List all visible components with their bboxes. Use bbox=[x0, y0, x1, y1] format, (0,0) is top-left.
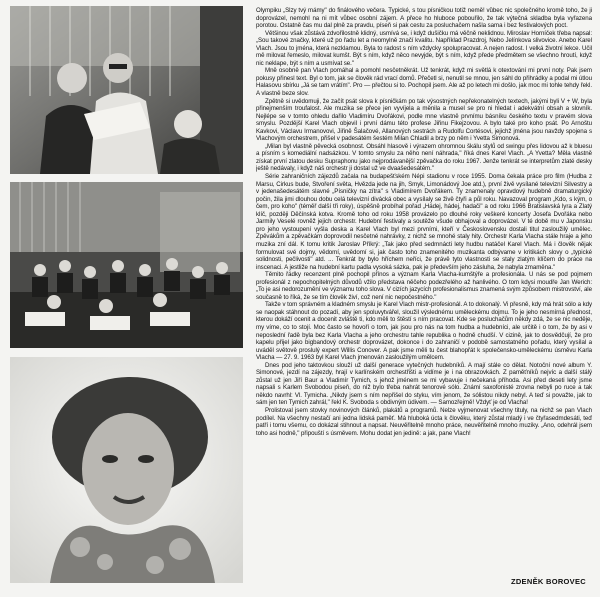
article-paragraph: Takže v tom správném a kladném smyslu je Karel Vlach mistr-profesionál. A to dokonalý. Vi přesně, kdy má hrát sólo a kdy se naopak stáhnout do pozadí, aby jen spoluvytvářel, sloužil výslednému uměleckému dojmu. To je jeho nesmírná přednost, kterou dokáží ocenit a docenit zvláště ti, kdo měli to štěstí s ním pracovat. Kde se posluchačům někdy zdá, že se nic neděje, my víme, co to stojí. Moc často se hovoří o tom, jak jsou pro nás na tom hudba a hudebníci, ale určitě i o tom, že by asi v neposlední řadě byla bez Karla Vlacha a jeho orchestru tahle republika o hodně chudší. V cizině, jak to dosvědčují, že pro kapelu přijel jako bigbandový orchestr doprovázet, dokonce i do zahraničí v podobě samostatného pořadu, který vysílal a uváděl světově proslulý expert Willis Conover. A pak jsme měli tu čest blahopřát k společensko-uměleckému úsměvu Karla Vlacha — 27. 9. 1963 byl Karel Vlach jmenován zasloužilým umělcem. bbox=[256, 301, 592, 362]
article-paragraph: Série zahraničních zájezdů začala na budapešťském Népi stadionu v roce 1955. Doma čekala práce pro film (Hudba z Marsu, Cirkus bude, Stvoření světa, Hvězda jede na jih, Smyk, Limonádový Joe atd.), první živě vysílané televizní Silvestry a v jedenašedesátém slavné „Písničky na zítra" s Vladimírem Dvořákem. Ty znamenaly opravdový hudebně dramaturgický počin, žila jimi dlouhou dobu celá televizní divácká obec a vysílaly se živě čtyři a půl roku. Navazoval program „Kdo, s kým, o čem, pro koho" (téměř další tři roky), úspěšně probíhal pořad „Hádej, hádej, hadači" a od roku 1966 Bratislavská lyra a Zlatý klíč, později Děčínská kotva. Kromě toho od roku 1958 provázelo po dlouhé roky veškeré koncerty Josefa Dvořáka nebo Jarmily Veselé rovněž jejich orchestr. Hudební festivaly a soutěže všude obhajoval a doprovázel. V té době mu v Japonsku pro jeho vystoupení vyšla deska a Karel Vlach byl mezi prvními, kteří v Československu dostali titul zasloužilý umělec. Zpěvákům a zpěvačkám doprovodil nesčetné nahrávky, z nichž se mnohé staly hity. Orchestr Karla Vlacha stále hraje a jeho muzika zní dál. K tomu kritik Jaroslav Příkrý: „Tak jako před sedmnácti lety hudbu natáčel Karel Vlach. Má i člověk nějak formulovat své dojmy, vědomí, uvědomí si, jak často toho znamenitého muzikanta odbývame v kritikách slovy o „typické solidnosti, pečlivosti" atd. ... Tenkrát by bylo hříchem neříci, že právě tyto vlastnosti se staly zlatým klíčem do práce na inscenaci. A jestliže na hudební kartu padla vysoká sázka, pak je především jeho zásluha, že nabyla zmaměna." bbox=[256, 173, 592, 271]
article-paragraph: Olympiku „Slzy tvý mámy" do finálového večera. Typické, s tou písničkou totiž nemě! vůbec nic společného kromě toho, že ji doprovázel, nemohl na ni mít vůbec osobní zájem. A přece ho hluboce pobouřilo, že tak výtečná skladba byla vyřazena porotou. Ostatně čas mu dal plně za pravdu, píseň si pak cestu za posluchačem našla sama i bez festivalových poct. bbox=[256, 7, 592, 30]
article-paragraph: Mně osobně pan Vlach pomáhal a pomohl nesčetněkrát. Už tenkrát, když mi světlá k otextování mi první noty. Pak jsem pokusy přinesl text. Byl o tom, jak se člověk rád vrací domů. Přečetl si, nenutil se mnou, jen sáhl do přihrádky a podal mi útlou Halasovu sbírku „Já se tam vrátím". Pro — přečtou si to. Pochopil jsem. Ale až po letech mi došlo, jak moc mi tohle tehdy řekl. A vlastně beze slov. bbox=[256, 67, 592, 98]
photo-orchestra-rehearsal-image bbox=[10, 182, 243, 348]
photo-singer-portrait bbox=[10, 357, 243, 583]
article-paragraph: Prolistoval jsem stovky novinových článků, plakátů a programů. Nelze vyjmenovat všechny tituly, na nichž se pan Vlach podílel. Na všechny nestačí ani jedna lidská paměť. Má hluboká úcta k člověku, který zůstal mladý i ve čtyřasedmdesáti, teď patří i tomu všemu, co dokázal stihnout a napsat. Neuvěřitelně mnoho práce, neuvěřitelně mnoho muziky. „Ano, odehrál jsem toho asi hodně," připouští s úsměvem. Mohu dodat jen jedině: a jak, pane Vlach! bbox=[256, 406, 592, 437]
photo-recording-session-image bbox=[10, 6, 243, 174]
article-paragraph: Dnes pod jeho taktovkou slouží už další generace vytečných hudebníků. A mají stále co dělat. Notoční nové album Y. Simonové, jezdí na zájezdy, hrají v karlínském orchestřišti a vidíme je i na obrazovkách. Z paměťníků nejvíc a další stálý zůstal už jen Jiří Baur a Vladimír Tymich, s jehož jménem se mi vybavuje i nečekaná příhoda. Asi před deseti lety jsme napsali s Karlem Svobodou píseň, do níž bylo třeba nahrát tenorové sólo. Známí saxofonisté zrovna nebyli po ruce a tak někdo navrhl: Vl. Tymicha. „Nikdy jsem s ním nepřišel do styku, vím jenom, že sólistou nikdy nebyl. A teď si považte, jak to sám jen ten Tymich zahrál," řekl K. Svoboda s obdivným údivem. — Samozřejmě! Vždyť je od Vlacha! bbox=[256, 361, 592, 407]
article-paragraph: „Milan byl vlastně pěvecká osobnost. Obsáhl hlasově i výrazem ohromnou škálu stylů od swingu přes lidovou až k bluesu a písním s komediální nadsázkou. V tomto smyslu za něho není náhrada," říká dnes Karel Vlach. „A Yvetta? Měla vlastně získat první zlatou desku Supraphonu jako nejprodávanější zpěvačka do roku 1967. Jenže tenkrát se interpretům zlaté desky ještě nedávaly, i když náš orchestr ji dostal už ve dvaašedesátém." bbox=[256, 142, 592, 173]
article-body bbox=[256, 7, 592, 587]
article-paragraph: Těmito řádky recenzent plně pochopil přínos a význam Karla Vlacha-kumštýře a profesionála. U nás se pod pojmem profesionál z nepochopitelných důvodů vžilo představa něčeho podezřelého až hanlivého. O tom kdysi moudře Jan Werich: „To je asi nedorozumění ve významu toho slova. V cizích jazycích profesionalismus znamená svým způsobem mistrovství, ale současně to říká, že se tím člověk živí, což není nic nepočestného." bbox=[256, 271, 592, 301]
photo-recording-session bbox=[10, 6, 243, 174]
photo-orchestra-rehearsal bbox=[10, 182, 243, 348]
article-paragraph: Zpětně si uvědomuji, že začít psát slova k písničkám po tak výsostných nepřekonatelných textech, jakými byli V + W, byla přinejmenším troufalost. Ale muzika se přece jen vyvíjela a měnila a musel se pro ni hledat i adekvátní obsah a slovník. Nejlépe se v tomto ohledu dařilo Vladimíru Dvořákovi, podle mne vlastně prvnímu básníku českého textu v pravém slova smyslu. Pozdější Karel Vlach objevil i první dámu této profese Jiřinu Fikejzovou. A bylo také pro koho psát. Po Arnoštu Kavkovi, Václavu Irmanovovi, Jiřině Šalačové, Allanových sestrách a Rudolfu Cortésovi, jejichž jména jsou navždy spojena s Vlachovým orchestrem, přišel v padesátém šestém Milan Chladil a brzy po něm i Yvetta Simonová. bbox=[256, 97, 592, 143]
article-paragraph: Většinou však zůstává zdvořilostně klidný, usmívá se, i když dušičku má věčně neklidnou. Miroslav Horníček třeba napsal: „Sou takové značky, které už po řadu let a neomylně značí kvalitu. Například Prazdroj, Nebo Jelínkova slivovice. Anebo Karel Vlach. Jsou to jména, která nezklamou. Byla to radost s ním vždycky spolupracovat. A nejen radost. I velká životní lekce. Učil mě milovat řemeslo, milovat kumšt. Být s ním, když něco nevyjde, být s ním, když přede předmětem se všechno hroutí, když nic neklape, být s ním a usmívat se." bbox=[256, 29, 592, 67]
photo-singer-portrait-image bbox=[10, 357, 243, 583]
author-signature: ZDENĚK BOROVEC bbox=[510, 577, 586, 586]
